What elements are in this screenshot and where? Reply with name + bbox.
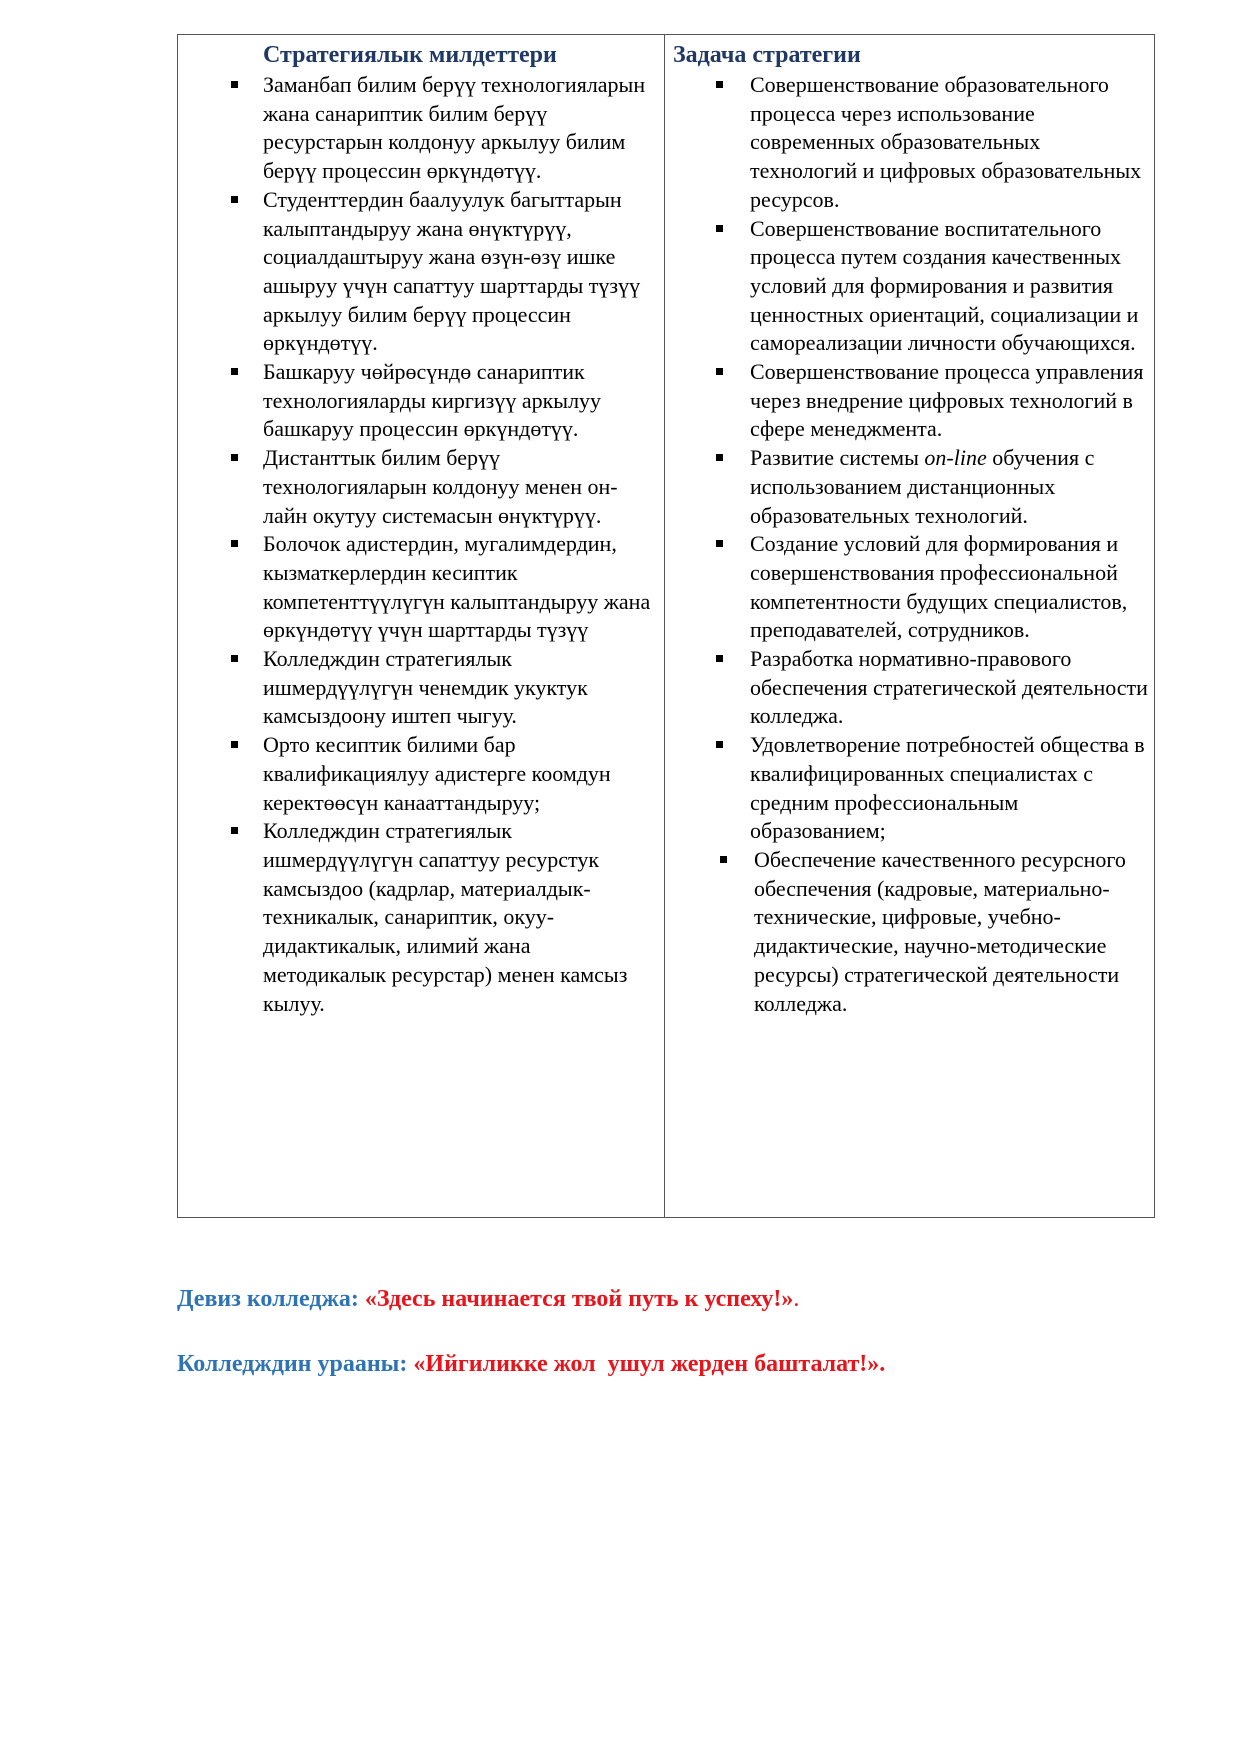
motto-period: . bbox=[793, 1286, 800, 1312]
square-bullet-icon bbox=[231, 81, 238, 88]
college-motto-ky bbox=[177, 1348, 885, 1380]
list-item: Заманбап билим берүү технологияларын жана санариптик билим берүү ресурстарын колдонуу аркылуу билим берүү процессин өркүндөтүү. bbox=[178, 71, 664, 186]
college-motto-ru bbox=[177, 1283, 799, 1315]
square-bullet-icon bbox=[231, 196, 238, 203]
motto-label: Колледждин урааны: bbox=[177, 1351, 414, 1377]
left-list bbox=[178, 71, 664, 1018]
square-bullet-icon bbox=[231, 741, 238, 748]
square-bullet-icon bbox=[231, 454, 238, 461]
list-item: Дистанттык билим берүү технологияларын колдонуу менен он-лайн окутуу системасын өнүктүрүү. bbox=[178, 444, 664, 530]
list-item: Создание условий для формирования и совершенствования профессиональной компетентности будущих специалистов, преподавателей, сотрудников. bbox=[665, 530, 1154, 645]
motto-text: «Здесь начинается твой путь к успеху!» bbox=[364, 1286, 794, 1312]
square-bullet-icon bbox=[231, 540, 238, 547]
list-item: Болочок адистердин, мугалимдердин, кызматкерлердин кесиптик компетенттүүлүгүн калыптандыруу жана өркүндөтүү үчүн шарттарды түзүү bbox=[178, 530, 664, 645]
square-bullet-icon bbox=[231, 368, 238, 375]
list-item: Развитие системы on-line обучения с использованием дистанционных образовательных технологий. bbox=[665, 444, 1154, 530]
list-item: Обеспечение качественного ресурсного обеспечения (кадровые, материально-технические, цифровые, учебно-дидактические, научно-методические ресурсы) стратегической деятельности колледжа. bbox=[665, 846, 1154, 1018]
square-bullet-icon bbox=[716, 655, 723, 662]
left-column bbox=[178, 35, 665, 1218]
list-item: Совершенствование процесса управления через внедрение цифровых технологий в сфере менеджмента. bbox=[665, 358, 1154, 444]
list-item: Колледждин стратегиялык ишмердүүлүгүн сапаттуу ресурстук камсыздоо (кадрлар, материалдык-техникалык, санариптик, окуу-дидактикалык, илимий жана методикалык ресурстар) менен камсыз кылуу. bbox=[178, 817, 664, 1018]
square-bullet-icon bbox=[716, 81, 723, 88]
square-bullet-icon bbox=[716, 540, 723, 547]
right-list bbox=[665, 71, 1154, 1018]
list-item: Колледждин стратегиялык ишмердүүлүгүн ченемдик укуктук камсыздоону иштеп чыгуу. bbox=[178, 645, 664, 731]
list-item: Разработка нормативно-правового обеспечения стратегической деятельности колледжа. bbox=[665, 645, 1154, 731]
strategy-table bbox=[177, 34, 1155, 1218]
list-item: Башкаруу чөйрөсүндө санариптик технологияларды киргизүү аркылуу башкаруу процессин өркүндөтүү. bbox=[178, 358, 664, 444]
motto-text: «Ийгиликке жол ушул жерден башталат!» bbox=[413, 1351, 880, 1377]
motto-period: . bbox=[879, 1351, 886, 1377]
motto-label: Девиз колледжа: bbox=[177, 1286, 365, 1312]
list-item: Студенттердин баалуулук багыттарын калыптандыруу жана өнүктүрүү, социалдаштыруу жана өзүн-өзү ишке ашыруу үчүн сапаттуу шарттарды түзүү аркылуу билим берүү процессин өркүндөтүү. bbox=[178, 186, 664, 358]
square-bullet-icon bbox=[231, 655, 238, 662]
list-item: Удовлетворение потребностей общества в квалифицированных специалистах с средним профессиональным образованием; bbox=[665, 731, 1154, 846]
right-column bbox=[665, 35, 1155, 1218]
left-column-heading: Стратегиялык милдеттери bbox=[263, 42, 557, 68]
square-bullet-icon bbox=[716, 454, 723, 461]
square-bullet-icon bbox=[716, 368, 723, 375]
square-bullet-icon bbox=[720, 856, 727, 863]
square-bullet-icon bbox=[231, 827, 238, 834]
square-bullet-icon bbox=[716, 225, 723, 232]
list-item: Совершенствование воспитательного процесса путем создания качественных условий для формирования и развития ценностных ориентаций, социализации и самореализации личности обучающихся. bbox=[665, 215, 1154, 359]
list-item: Орто кесиптик билими бар квалификациялуу адистерге коомдун керектөөсүн канааттандыруу; bbox=[178, 731, 664, 817]
square-bullet-icon bbox=[716, 741, 723, 748]
list-item: Совершенствование образовательного процесса через использование современных образовательных технологий и цифровых образовательных ресурсов. bbox=[665, 71, 1154, 215]
right-column-heading: Задача стратегии bbox=[673, 42, 861, 68]
